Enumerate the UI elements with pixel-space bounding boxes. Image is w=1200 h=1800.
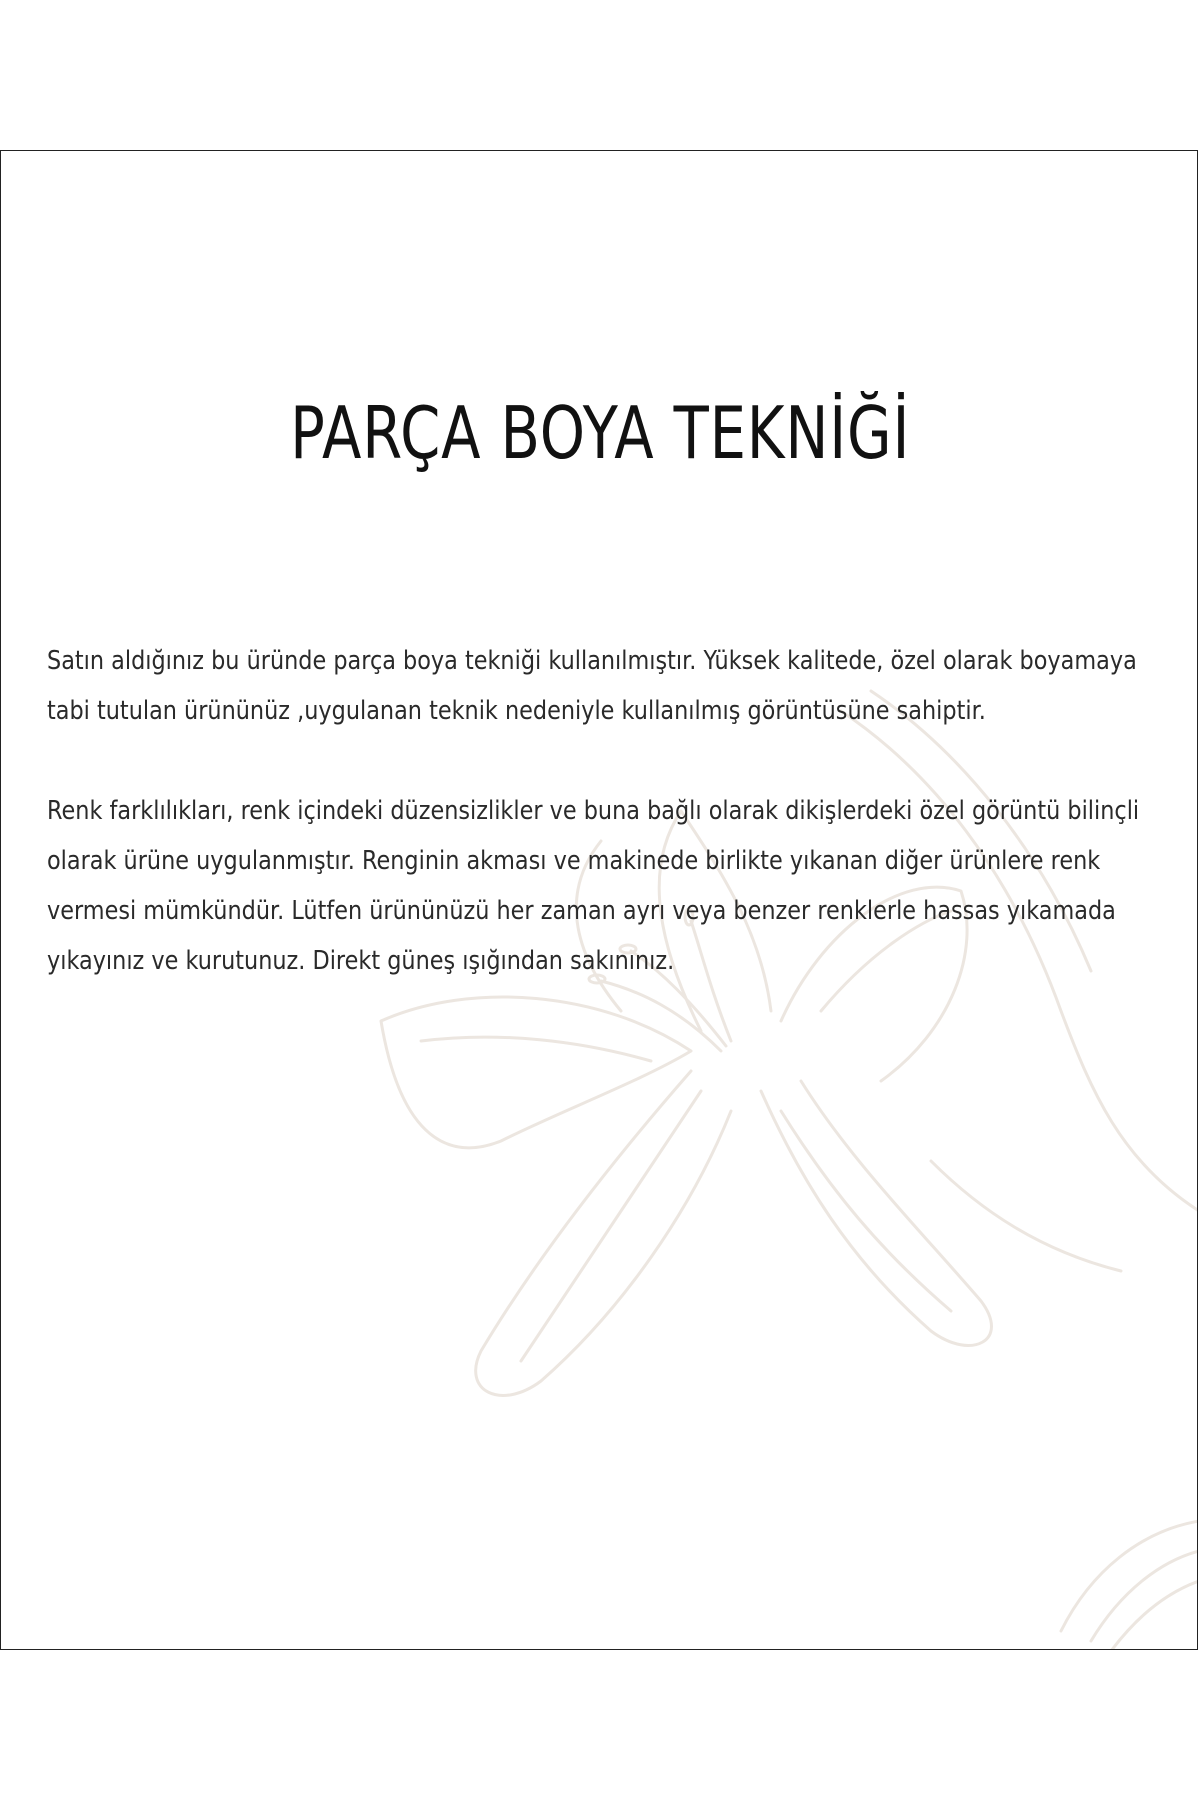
- paragraph-intro: Satın aldığınız bu üründe parça boya tekniği kullanılmıştır. Yüksek kalitede, özel olarak boyamaya tabi tutulan ürününüz ,uygulanan teknik nedeniyle kullanılmış görüntüsüne sahiptir.: [47, 646, 1137, 726]
- paragraph-care-instructions: Renk farklılıkları, renk içindeki düzensizlikler ve buna bağlı olarak dikişlerdeki özel görüntü bilinçli olarak ürüne uygulanmıştır. Renginin akması ve makinede birlikte yıkanan diğer ürünlere renk vermesi mümkündür. Lütfen ürününüzü her zaman ayrı veya benzer renklerle hassas yıkamada yıkayınız ve kurutunuz. Direkt güneş ışığından sakınınız.: [47, 796, 1140, 976]
- body-text: [47, 636, 1167, 1036]
- page-title: PARÇA BOYA TEKNİĞİ: [290, 391, 911, 475]
- document-frame: [0, 150, 1198, 1650]
